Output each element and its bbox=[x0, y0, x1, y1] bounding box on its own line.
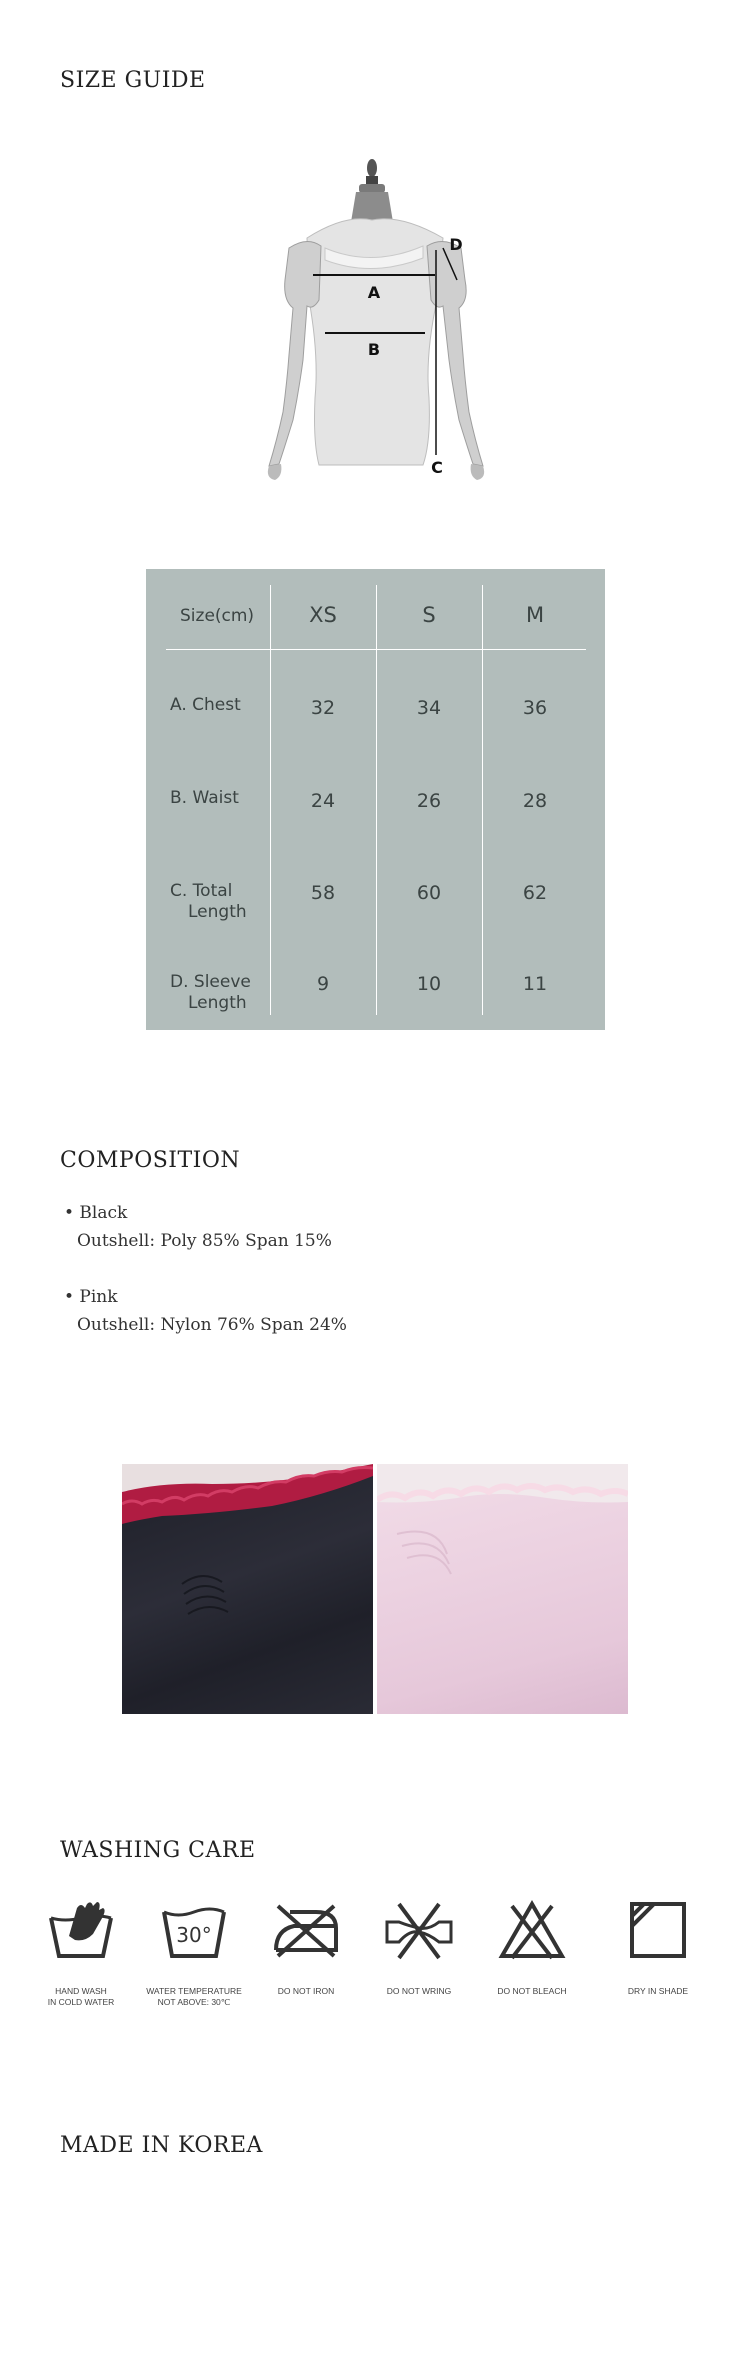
table-column-divider bbox=[270, 585, 271, 1015]
table-cell: 60 bbox=[416, 882, 442, 904]
table-corner-label: Size(cm) bbox=[180, 606, 255, 626]
size-header-xs: XS bbox=[309, 603, 337, 627]
size-table bbox=[146, 569, 605, 1030]
do-not-iron-icon bbox=[272, 1900, 340, 1960]
care-label: DO NOT IRON bbox=[277, 1986, 335, 1996]
care-item-do-not-bleach bbox=[477, 1900, 587, 2020]
row-label-chest: A. Chest bbox=[170, 695, 241, 715]
do-not-wring-icon bbox=[385, 1900, 453, 1960]
table-cell: 11 bbox=[522, 973, 548, 995]
row-label-total-length: C. Total Length bbox=[170, 881, 247, 922]
row-label-sleeve-length: D. Sleeve Length bbox=[170, 972, 251, 1013]
label-d: D bbox=[449, 235, 463, 254]
made-in-title: MADE IN KOREA bbox=[60, 2133, 263, 2158]
fabric-swatch-pink bbox=[377, 1464, 628, 1714]
composition-detail-pink: Outshell: Nylon 76% Span 24% bbox=[77, 1315, 347, 1335]
dry-in-shade-icon bbox=[624, 1900, 692, 1960]
washing-care-title: WASHING CARE bbox=[60, 1838, 256, 1863]
table-column-divider bbox=[376, 585, 377, 1015]
composition-bullet-pink: • Pink bbox=[64, 1287, 118, 1307]
table-column-divider bbox=[482, 585, 483, 1015]
label-c: C bbox=[431, 458, 443, 477]
care-label: DRY IN SHADE bbox=[627, 1986, 689, 1996]
care-label: DO NOT WRING bbox=[386, 1986, 452, 1996]
do-not-bleach-icon bbox=[498, 1900, 566, 1960]
hand-wash-icon bbox=[47, 1900, 115, 1960]
table-cell: 62 bbox=[522, 882, 548, 904]
care-item-hand-wash bbox=[26, 1900, 136, 2020]
table-cell: 58 bbox=[310, 882, 336, 904]
size-header-m: M bbox=[525, 603, 545, 627]
mannequin-diagram bbox=[255, 150, 495, 495]
fabric-swatch-black bbox=[122, 1464, 373, 1714]
care-item-do-not-iron bbox=[251, 1900, 361, 2020]
table-cell: 26 bbox=[416, 790, 442, 812]
care-label: DO NOT BLEACH bbox=[497, 1986, 567, 1996]
size-header-s: S bbox=[422, 603, 436, 627]
care-label: WATER TEMPERATURE NOT ABOVE: 30℃ bbox=[146, 1986, 242, 2007]
table-cell: 9 bbox=[316, 973, 330, 995]
care-item-water-temperature bbox=[139, 1900, 249, 2020]
row-label-waist: B. Waist bbox=[170, 788, 239, 808]
care-item-do-not-wring bbox=[364, 1900, 474, 2020]
care-label: HAND WASH IN COLD WATER bbox=[47, 1986, 115, 2007]
water-temperature-icon bbox=[160, 1900, 228, 1960]
composition-title: COMPOSITION bbox=[60, 1148, 241, 1173]
table-cell: 24 bbox=[310, 790, 336, 812]
table-cell: 36 bbox=[522, 697, 548, 719]
label-a: A bbox=[367, 283, 381, 302]
table-cell: 28 bbox=[522, 790, 548, 812]
care-item-dry-in-shade bbox=[603, 1900, 713, 2020]
table-cell: 10 bbox=[416, 973, 442, 995]
composition-detail-black: Outshell: Poly 85% Span 15% bbox=[77, 1231, 332, 1251]
composition-bullet-black: • Black bbox=[64, 1203, 128, 1223]
table-cell: 32 bbox=[310, 697, 336, 719]
table-cell: 34 bbox=[416, 697, 442, 719]
label-b: B bbox=[367, 340, 381, 359]
size-guide-title: SIZE GUIDE bbox=[60, 68, 206, 93]
svg-text:30°: 30° bbox=[176, 1923, 212, 1947]
